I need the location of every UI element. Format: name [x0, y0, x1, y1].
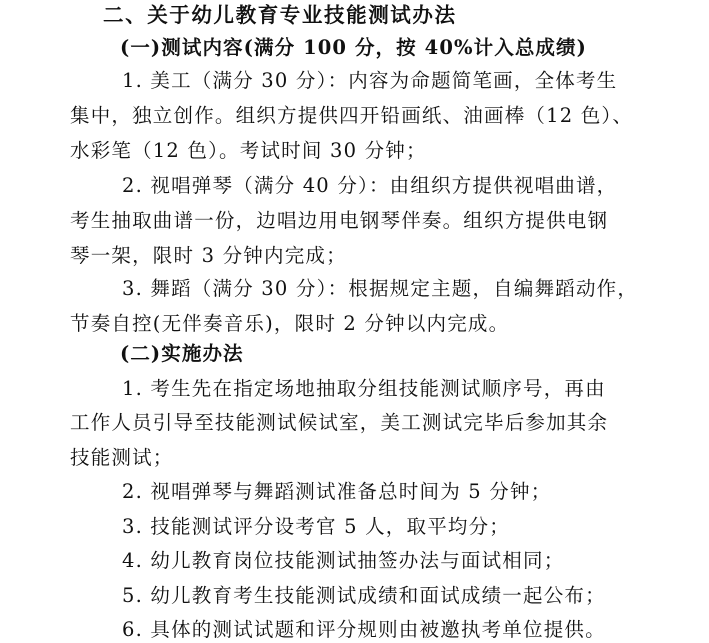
section-title: 二、关于幼儿教育专业技能测试办法 [103, 3, 457, 27]
part1-item1-line1: 1. 美工（满分 30 分）：内容为命题简笔画，全体考生 [122, 69, 618, 92]
part1-item3-line2: 节奏自控(无伴奏音乐)，限时 2 分钟以内完成。 [70, 312, 510, 335]
part2-item1-line1: 1. 考生先在指定场地抽取分组技能测试顺序号，再由 [122, 376, 606, 400]
part2-item2: 2. 视唱弹琴与舞蹈测试准备总时间为 5 分钟； [122, 480, 552, 503]
part2-item5: 5. 幼儿教育考生技能测试成绩和面试成绩一起公布； [122, 583, 606, 607]
part1-heading: (一)测试内容(满分 100 分，按 40%计入总成绩) [120, 36, 587, 59]
part2-item1-line2: 工作人员引导至技能测试候试室，美工测试完毕后参加其余 [70, 411, 609, 434]
part1-item2-line3: 琴一架，限时 3 分钟内完成； [70, 244, 347, 267]
part2-heading: (二)实施办法 [120, 342, 244, 365]
part1-item1-line3: 水彩笔（12 色）。考试时间 30 分钟； [70, 139, 427, 162]
part1-item2-line2: 考生抽取曲谱一份，边唱边用电钢琴伴奏。组织方提供电钢 [70, 209, 609, 232]
part2-item4: 4. 幼儿教育岗位技能测试抽签办法与面试相同； [122, 549, 565, 572]
part1-item2-line1: 2. 视唱弹琴（满分 40 分）：由组织方提供视唱曲谱， [122, 174, 618, 197]
part1-item1-line2: 集中，独立创作。组织方提供四开铅画纸、油画棒（12 色）、 [70, 104, 634, 127]
part2-item6: 6. 具体的测试试题和评分规则由被邀执考单位提供。 [122, 618, 606, 641]
part2-item1-line3: 技能测试； [70, 445, 174, 469]
part2-item3: 3. 技能测试评分设考官 5 人，取平均分； [122, 514, 511, 538]
part1-item3-line1: 3. 舞蹈（满分 30 分）：根据规定主题，自编舞蹈动作， [122, 277, 639, 300]
